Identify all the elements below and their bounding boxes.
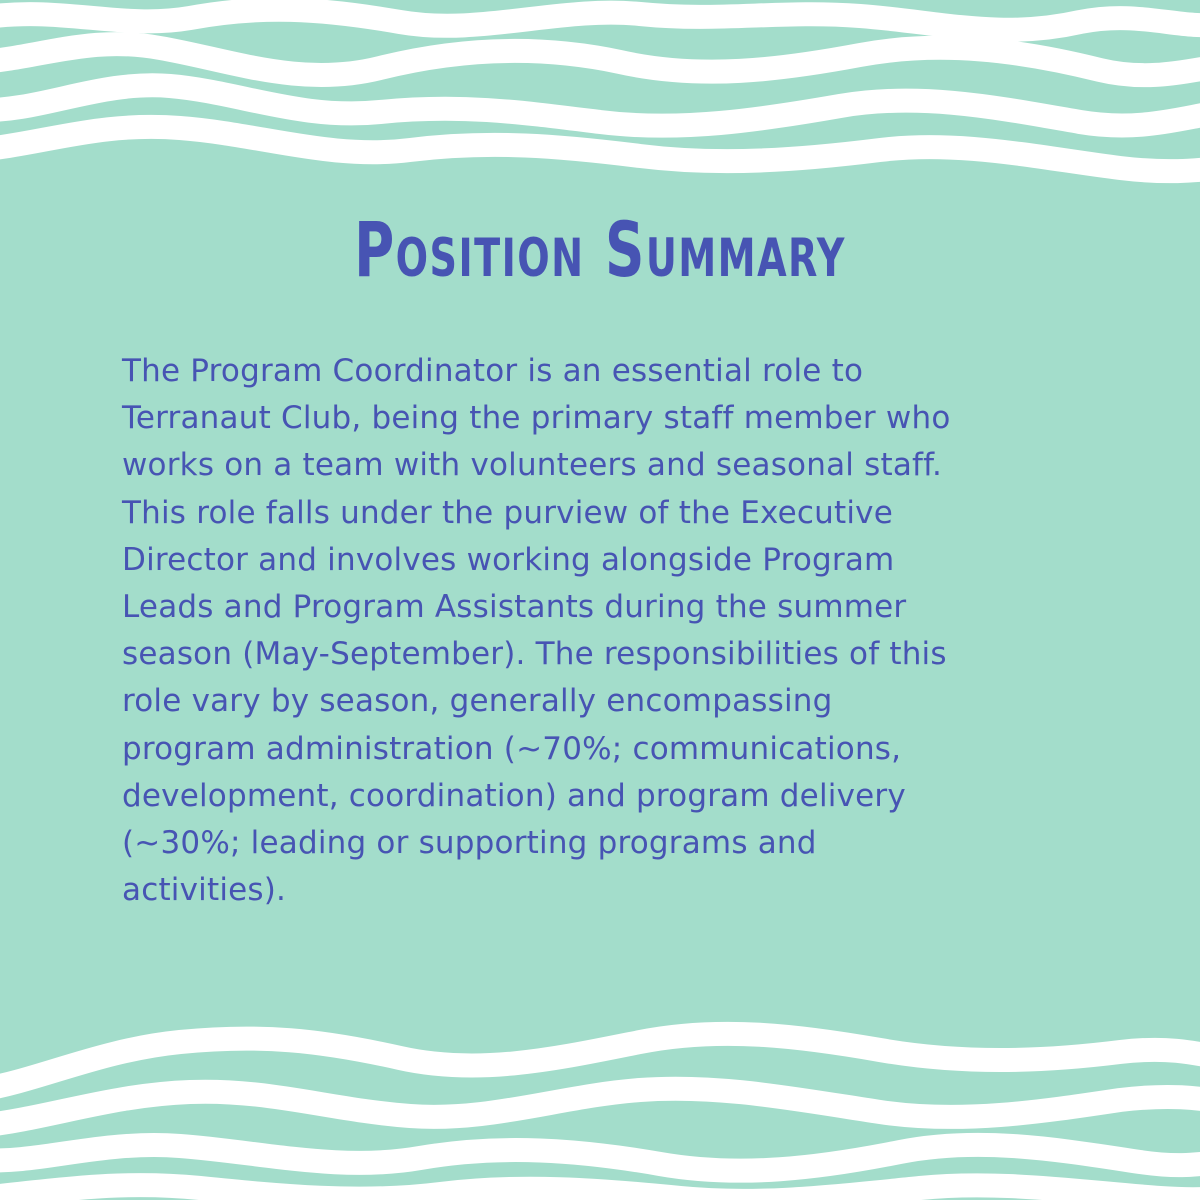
summary-line: works on a team with volunteers and seasonal staff. bbox=[122, 447, 943, 484]
wave-stroke bbox=[0, 1089, 1200, 1126]
summary-line: (~30%; leading or supporting programs and bbox=[122, 825, 817, 862]
wave-stroke bbox=[0, 1185, 1200, 1200]
wave-stroke bbox=[0, 127, 1200, 171]
page-title: Position Summary bbox=[354, 205, 846, 294]
wave-stroke bbox=[0, 1034, 1200, 1090]
summary-line: role vary by season, generally encompassing bbox=[122, 683, 833, 720]
summary-line: Director and involves working alongside Program bbox=[122, 541, 895, 578]
summary-line: program administration (~70%; communications, bbox=[122, 730, 902, 767]
wave-stroke bbox=[0, 10, 1200, 30]
summary-line: season (May-September). The responsibilities of this bbox=[122, 636, 947, 673]
wave-stroke bbox=[0, 85, 1200, 125]
position-summary-text bbox=[122, 348, 1082, 914]
summary-line: The Program Coordinator is an essential role to bbox=[122, 353, 864, 389]
wave-stroke bbox=[0, 1145, 1200, 1171]
summary-line: Terranaut Club, being the primary staff member who bbox=[122, 400, 951, 437]
summary-line: activities). bbox=[122, 872, 287, 909]
summary-line: development, coordination) and program delivery bbox=[122, 777, 906, 814]
top-wave-decoration bbox=[0, 0, 1200, 200]
wave-stroke bbox=[0, 44, 1200, 75]
summary-line: Leads and Program Assistants during the summer bbox=[122, 589, 907, 626]
summary-line: This role falls under the purview of the Executive bbox=[122, 494, 893, 531]
bottom-wave-decoration bbox=[0, 1000, 1200, 1200]
